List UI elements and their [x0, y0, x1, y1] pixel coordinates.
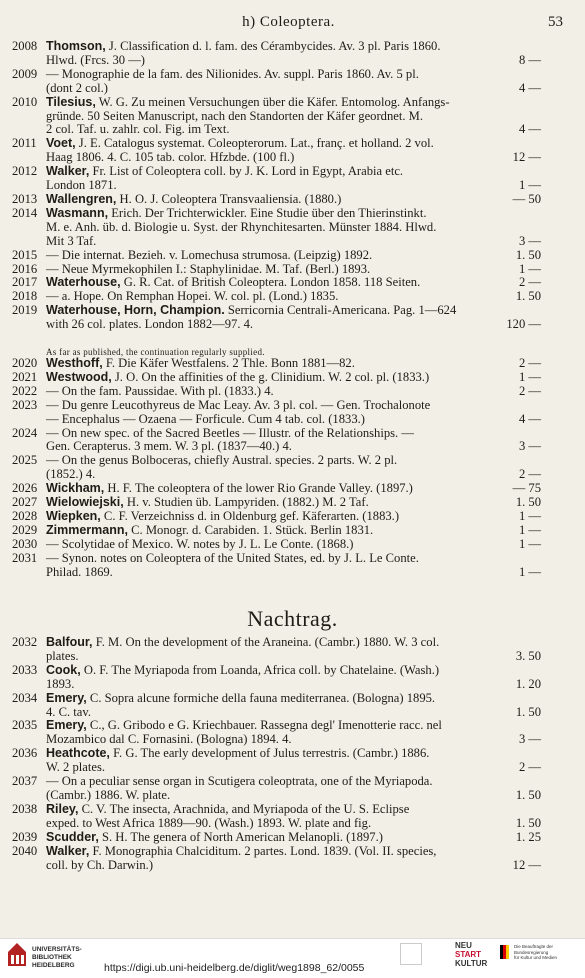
- entry-body: [46, 454, 541, 482]
- entry-line: [46, 276, 541, 290]
- entry-price: 1. 50: [515, 247, 541, 262]
- catalog-entry: [12, 96, 541, 138]
- entry-number: 2029: [12, 522, 38, 537]
- author-name: Walker,: [46, 843, 90, 858]
- page-header: [14, 14, 563, 36]
- entry-line: [46, 789, 541, 803]
- entry-body: [46, 385, 541, 399]
- entry-text: S. H. The genera of North American Melanopli. (1897.): [101, 829, 383, 844]
- entry-line: [46, 123, 541, 137]
- entry-text: Mit 3 Taf.: [46, 233, 97, 248]
- entry-line: [46, 68, 541, 82]
- entry-price: 1 —: [518, 564, 541, 579]
- entry-body: [46, 68, 541, 96]
- entry-text: plates.: [46, 648, 79, 663]
- logo-text: KULTUR: [455, 959, 488, 968]
- catalog-entry: [12, 193, 541, 207]
- catalog-entry: [12, 357, 541, 371]
- catalog-entry: [12, 496, 541, 510]
- entry-text: — a. Hope. On Remphan Hopei. W. col. pl. (Lond.) 1835.: [46, 289, 339, 304]
- entry-body: [46, 482, 541, 496]
- entry-price: 2 —: [518, 467, 541, 482]
- catalog-entry: [12, 207, 541, 249]
- entry-body: [46, 775, 541, 803]
- entry-text: C. Sopra alcune formiche della fauna mediterranea. (Bologna) 1895.: [89, 690, 436, 705]
- entry-line: [46, 235, 541, 249]
- entry-price: 1. 50: [515, 704, 541, 719]
- entry-number: 2032: [12, 635, 38, 649]
- entry-body: [46, 276, 541, 290]
- entry-price: 12 —: [512, 150, 541, 165]
- entry-text: — Neue Myrmekophilen I.: Staphylinidae. M. Taf. (Berl.) 1893.: [46, 261, 371, 276]
- catalog-entry: [12, 552, 541, 580]
- entry-line: [46, 371, 541, 385]
- catalog-entry: [12, 263, 541, 277]
- entry-text: London 1871.: [46, 178, 117, 193]
- entry-body: [46, 845, 541, 873]
- entry-text: exped. to West Africa 1889—90. (Wash.) 1893. W. plate and fig.: [46, 815, 372, 830]
- author-name: Westhoff,: [46, 356, 103, 370]
- entry-price: 4 —: [518, 80, 541, 95]
- catalog-entry: [12, 636, 541, 664]
- entry-number: 2039: [12, 829, 38, 844]
- entry-text: H. O. J. Coleoptera Transvaaliensia. (1880.): [119, 191, 342, 206]
- entry-number: 2013: [12, 191, 38, 206]
- entry-price: 1 —: [518, 178, 541, 193]
- entry-line: [46, 96, 541, 110]
- library-name[interactable]: [32, 946, 82, 970]
- entry-line: [46, 650, 541, 664]
- entry-line: [46, 524, 541, 538]
- entry-text: J. Classification d. l. fam. des Cérambycides. Av. 3 pl. Paris 1860.: [108, 39, 441, 53]
- entry-body: [46, 524, 541, 538]
- entry-text: F. M. On the development of the Araneina. (Cambr.) 1880. W. 3 col.: [95, 635, 440, 649]
- entry-body: [46, 831, 541, 845]
- entry-text: Erich. Der Trichterwickler. Eine Studie über den Thierinstinkt.: [111, 205, 427, 220]
- entry-price: 3 —: [518, 732, 541, 747]
- entry-line: [46, 357, 541, 371]
- entry-text: 4. C. tav.: [46, 704, 92, 719]
- author-name: Cook,: [46, 662, 81, 677]
- entry-body: [46, 510, 541, 524]
- entry-body: [46, 803, 541, 831]
- entry-body: [46, 357, 541, 371]
- entry-number: 2019: [12, 303, 38, 318]
- catalog-entry: [12, 137, 541, 165]
- library-line: UNIVERSITÄTS-: [32, 946, 82, 953]
- entry-body: [46, 636, 541, 664]
- entry-body: [46, 263, 541, 277]
- entry-number: 2028: [12, 508, 38, 523]
- catalog-entry: [12, 68, 541, 96]
- entry-text: Gen. Cerapterus. 3 mem. W. 3 pl. (1837—40.) 4.: [46, 439, 292, 454]
- author-name: Wickham,: [46, 481, 105, 496]
- entry-line: [46, 692, 541, 706]
- entry-text: Serricornia Centrali-Americana. Pag. 1—624: [227, 303, 457, 318]
- author-name: Wallengren,: [46, 191, 117, 206]
- entry-text: — Du genre Leucothyreus de Mac Leay. Av. 3 pl. col. — Gen. Trochalonote: [46, 397, 431, 412]
- entry-price: 1 —: [518, 369, 541, 384]
- entry-price: 4 —: [518, 122, 541, 137]
- library-line: BIBLIOTHEK: [32, 954, 72, 961]
- section-heading: Nachtrag.: [247, 606, 338, 631]
- entry-number: 2022: [12, 383, 38, 398]
- entry-line: [46, 290, 541, 304]
- entry-line: [46, 165, 541, 179]
- entry-price: 1 —: [518, 536, 541, 551]
- entry-text: J. E. Catalogus systemat. Coleopterorum. Lat., franç. et holland. 2 vol.: [78, 136, 434, 151]
- entry-line: [46, 747, 541, 761]
- entry-line: [46, 552, 541, 566]
- entry-text: Hlwd. (Frcs. 30 —): [46, 52, 145, 67]
- footer-bar: [0, 938, 585, 978]
- logo-text: NEU: [455, 941, 472, 950]
- entry-number: 2030: [12, 536, 38, 551]
- entry-price: 1 —: [518, 522, 541, 537]
- catalog-entry: [12, 510, 541, 524]
- entry-text: C., G. Gribodo e G. Kriechbauer. Rassegna degl' Imenotterie racc. nel: [89, 718, 442, 733]
- entry-body: [46, 165, 541, 193]
- author-name: Wielowiejski,: [46, 495, 124, 510]
- entry-text: H. v. Studien üb. Lampyriden. (1882.) M. 2 Taf.: [126, 495, 369, 510]
- author-name: Emery,: [46, 690, 87, 705]
- entry-line: [46, 40, 541, 54]
- catalog-entries-mid: [12, 357, 541, 580]
- entry-line: [46, 82, 541, 96]
- entry-text: — Encephalus — Ozaena — Forficule. Cum 4 tab. col. (1833.): [46, 411, 365, 426]
- entry-text: — Die internat. Bezieh. v. Lomechusa strumosa. (Leipzig) 1892.: [46, 247, 373, 262]
- entry-body: [46, 538, 541, 552]
- entry-text: — Monographie de la fam. des Nilionides. Av. suppl. Paris 1860. Av. 5 pl.: [46, 66, 419, 81]
- entry-body: [46, 40, 541, 68]
- catalog-entry: [12, 165, 541, 193]
- entry-line: [46, 859, 541, 873]
- entry-text: Mozambico dal C. Fornasini. (Bologna) 1894. 4.: [46, 732, 292, 747]
- neustart-kultur-logo: [455, 941, 487, 968]
- entry-price: 120 —: [506, 317, 541, 332]
- entry-body: [46, 207, 541, 249]
- entry-line: [46, 845, 541, 859]
- catalog-entry: [12, 276, 541, 290]
- entry-body: [46, 427, 541, 455]
- entry-line: [46, 399, 541, 413]
- entry-text: Haag 1806. 4. C. 105 tab. color. Hfzbde. (100 fl.): [46, 150, 295, 165]
- entry-price: 1 —: [518, 261, 541, 276]
- entry-price: 2 —: [518, 383, 541, 398]
- author-name: Walker,: [46, 164, 90, 179]
- entry-text: coll. by Ch. Darwin.): [46, 857, 154, 872]
- entry-number: 2024: [12, 425, 38, 440]
- entry-price: 3 —: [518, 233, 541, 248]
- catalog-entry: [12, 385, 541, 399]
- entry-line: [46, 110, 541, 124]
- entry-number: 2016: [12, 261, 38, 276]
- entry-text: (Cambr.) 1886. W. plate.: [46, 787, 171, 802]
- author-name: Voet,: [46, 136, 76, 151]
- entry-price: 1. 50: [515, 495, 541, 510]
- entry-line: [46, 304, 541, 318]
- entry-price: 3. 50: [515, 648, 541, 663]
- entry-text: H. F. The coleoptera of the lower Rio Grande Valley. (1897.): [107, 481, 413, 496]
- entry-line: [46, 566, 541, 580]
- entry-price: 1. 50: [515, 289, 541, 304]
- entry-line: [46, 761, 541, 775]
- entry-text: — On the genus Bolboceras, chiefly Austral. species. 2 parts. W. 2 pl.: [46, 453, 398, 468]
- entry-line: [46, 54, 541, 68]
- entry-price: 1. 20: [515, 676, 541, 691]
- entry-number: 2033: [12, 662, 38, 677]
- entry-body: [46, 371, 541, 385]
- entry-number: 2026: [12, 481, 38, 496]
- entry-price: 1 —: [518, 508, 541, 523]
- catalog-entry: [12, 719, 541, 747]
- entry-line: [46, 179, 541, 193]
- entry-line: [46, 151, 541, 165]
- entry-text: Philad. 1869.: [46, 564, 113, 579]
- entry-body: [46, 249, 541, 263]
- entry-body: [46, 290, 541, 304]
- catalog-entry: [12, 747, 541, 775]
- entry-number: 2017: [12, 275, 38, 290]
- author-name: Emery,: [46, 718, 87, 733]
- entry-line: [46, 263, 541, 277]
- university-seal-icon: [6, 942, 28, 968]
- catalog-entries-top: [12, 40, 541, 332]
- entry-text: — On a peculiar sense organ in Scutigera coleoptrata, one of the Myriapoda.: [46, 774, 433, 789]
- entry-number: 2025: [12, 453, 38, 468]
- catalog-entry: [12, 803, 541, 831]
- entry-body: [46, 664, 541, 692]
- entry-price: 2 —: [518, 356, 541, 370]
- entry-text: G. R. Cat. of British Coleoptera. London 1858. 118 Seiten.: [123, 275, 421, 290]
- entry-price: 3 —: [518, 439, 541, 454]
- entry-text: J. O. On the affinities of the g. Clinidium. W. 2 col. pl. (1833.): [114, 369, 430, 384]
- entry-text: F. Monographia Chalciditum. 2 partes. Lond. 1839. (Vol. II. species,: [92, 843, 437, 858]
- author-name: Westwood,: [46, 369, 112, 384]
- entry-body: [46, 304, 541, 332]
- catalog-entry: [12, 371, 541, 385]
- entry-line: [46, 207, 541, 221]
- entry-number: 2018: [12, 289, 38, 304]
- catalog-entry: [12, 427, 541, 455]
- entry-text: 2 col. Taf. u. zahlr. col. Fig. im Text.: [46, 122, 230, 137]
- entry-line: [46, 468, 541, 482]
- entry-price: — 75: [512, 481, 541, 496]
- continuation-note: As far as published, the continuation regularly supplied.: [46, 347, 265, 357]
- entry-line: [46, 664, 541, 678]
- entry-text: 1893.: [46, 676, 75, 691]
- entry-line: [46, 678, 541, 692]
- entry-text: C. F. Verzeichniss d. in Oldenburg gef. Käferarten. (1883.): [103, 508, 400, 523]
- entry-body: [46, 137, 541, 165]
- entry-text: — On the fam. Paussidae. With pl. (1833.) 4.: [46, 383, 274, 398]
- entry-number: 2012: [12, 164, 38, 179]
- entry-body: [46, 719, 541, 747]
- author-name: Scudder,: [46, 829, 99, 844]
- entry-line: [46, 496, 541, 510]
- entry-line: [46, 385, 541, 399]
- entry-line: [46, 413, 541, 427]
- running-title: h) Coleoptera.: [242, 14, 335, 30]
- catalog-entry: [12, 775, 541, 803]
- entry-line: [46, 427, 541, 441]
- author-name: Riley,: [46, 801, 79, 816]
- entry-line: [46, 831, 541, 845]
- author-name: Wasmann,: [46, 205, 109, 220]
- entry-number: 2008: [12, 39, 38, 53]
- entry-number: 2037: [12, 774, 38, 789]
- entry-price: 4 —: [518, 411, 541, 426]
- entry-text: O. F. The Myriapoda from Loanda, Africa coll. by Chatelaine. (Wash.): [83, 662, 440, 677]
- entry-price: 1. 50: [515, 815, 541, 830]
- entry-price: 1. 25: [515, 829, 541, 844]
- catalog-entry: [12, 249, 541, 263]
- entry-number: 2009: [12, 66, 38, 81]
- entry-number: 2027: [12, 495, 38, 510]
- eagle-icon: [500, 945, 510, 959]
- partner-logo-icon: [400, 943, 422, 965]
- entry-line: [46, 706, 541, 720]
- entry-line: [46, 440, 541, 454]
- entry-body: [46, 96, 541, 138]
- entry-body: [46, 496, 541, 510]
- entry-price: 2 —: [518, 275, 541, 290]
- entry-number: 2020: [12, 356, 38, 370]
- entry-text: Fr. List of Coleoptera coll. by J. K. Lord in Egypt, Arabia etc.: [92, 164, 404, 179]
- author-name: Waterhouse, Horn, Champion.: [46, 303, 225, 318]
- permalink-url[interactable]: https://digi.ub.uni-heidelberg.de/diglit/weg1898_62/0055: [104, 962, 365, 974]
- entry-line: [46, 719, 541, 733]
- entry-line: [46, 318, 541, 332]
- entry-text: — Scolytidae of Mexico. W. notes by J. L. Le Conte. (1868.): [46, 536, 354, 551]
- entry-text: — On new spec. of the Sacred Beetles — Illustr. of the Relationships. —: [46, 425, 414, 440]
- catalog-entry: [12, 524, 541, 538]
- entry-line: [46, 636, 541, 650]
- entry-text: W. 2 plates.: [46, 760, 105, 775]
- entry-line: [46, 510, 541, 524]
- entry-body: [46, 193, 541, 207]
- entry-text: (dont 2 col.): [46, 80, 108, 95]
- entry-line: [46, 817, 541, 831]
- catalog-entry: [12, 40, 541, 68]
- entry-body: [46, 399, 541, 427]
- catalog-entry: [12, 304, 541, 332]
- entry-number: 2021: [12, 369, 38, 384]
- entry-line: [46, 249, 541, 263]
- author-name: Thomson,: [46, 39, 106, 53]
- entry-line: [46, 221, 541, 235]
- entry-number: 2035: [12, 718, 38, 733]
- entry-number: 2034: [12, 690, 38, 705]
- entry-text: C. Monogr. d. Carabiden. 1. Stück. Berlin 1831.: [131, 522, 374, 537]
- entry-body: [46, 552, 541, 580]
- entry-price: 8 —: [518, 52, 541, 67]
- entry-line: [46, 803, 541, 817]
- author-name: Tilesius,: [46, 94, 96, 109]
- catalog-entry: [12, 831, 541, 845]
- entry-number: 2023: [12, 397, 38, 412]
- author-name: Balfour,: [46, 635, 93, 649]
- author-name: Heathcote,: [46, 746, 110, 761]
- logo-text: Die Beauftragte der Bundesregierung: [514, 944, 554, 955]
- entry-number: 2038: [12, 801, 38, 816]
- entry-line: [46, 193, 541, 207]
- entry-body: [46, 747, 541, 775]
- catalog-entry: [12, 692, 541, 720]
- entry-price: 2 —: [518, 760, 541, 775]
- entry-text: (1852.) 4.: [46, 467, 96, 482]
- entry-number: 2014: [12, 205, 38, 220]
- entry-text: M. e. Anh. üb. d. Biologie u. Syst. der Rhynchitesarten. Münster 1884. Hlwd.: [46, 219, 437, 234]
- catalog-entry: [12, 290, 541, 304]
- author-name: Wiepken,: [46, 508, 101, 523]
- logo-text: für Kultur und Medien: [514, 955, 558, 960]
- catalog-entry: [12, 845, 541, 873]
- catalog-entries-supplement: [12, 636, 541, 872]
- entry-number: 2040: [12, 843, 38, 858]
- entry-line: [46, 482, 541, 496]
- entry-text: with 26 col. plates. London 1882—97. 4.: [46, 317, 254, 332]
- page-number: 53: [548, 14, 563, 30]
- entry-text: F. G. The early development of Julus terrestris. (Cambr.) 1886.: [113, 746, 430, 761]
- entry-text: F. Die Käfer Westfalens. 2 Thle. Bonn 1881—82.: [105, 356, 355, 370]
- catalog-entry: [12, 538, 541, 552]
- entry-text: gründe. 50 Seiten Manuscript, nach den Standorten der Käfer geordnet. M.: [46, 108, 424, 123]
- entry-line: [46, 538, 541, 552]
- entry-price: 12 —: [512, 857, 541, 872]
- entry-text: C. V. The insecta, Arachnida, and Myriapoda of the U. S. Eclipse: [81, 801, 410, 816]
- author-name: Zimmermann,: [46, 522, 128, 537]
- entry-number: 2010: [12, 94, 38, 109]
- entry-number: 2036: [12, 746, 38, 761]
- entry-line: [46, 775, 541, 789]
- entry-price: — 50: [512, 191, 541, 206]
- catalog-entry: [12, 454, 541, 482]
- entry-number: 2031: [12, 550, 38, 565]
- logo-text: START: [455, 950, 482, 959]
- library-line: HEIDELBERG: [32, 962, 75, 969]
- catalog-entry: [12, 482, 541, 496]
- entry-price: 1. 50: [515, 787, 541, 802]
- author-name: Waterhouse,: [46, 275, 121, 290]
- entry-line: [46, 137, 541, 151]
- entry-body: [46, 692, 541, 720]
- catalog-entry: [12, 399, 541, 427]
- entry-number: 2015: [12, 247, 38, 262]
- entry-text: W. G. Zu meinen Versuchungen über die Käfer. Entomolog. Anfangs-: [98, 94, 450, 109]
- entry-line: [46, 733, 541, 747]
- entry-number: 2011: [12, 136, 37, 151]
- catalog-entry: [12, 664, 541, 692]
- entry-text: — Synon. notes on Coleoptera of the United States, ed. by J. L. Le Conte.: [46, 550, 419, 565]
- entry-line: [46, 454, 541, 468]
